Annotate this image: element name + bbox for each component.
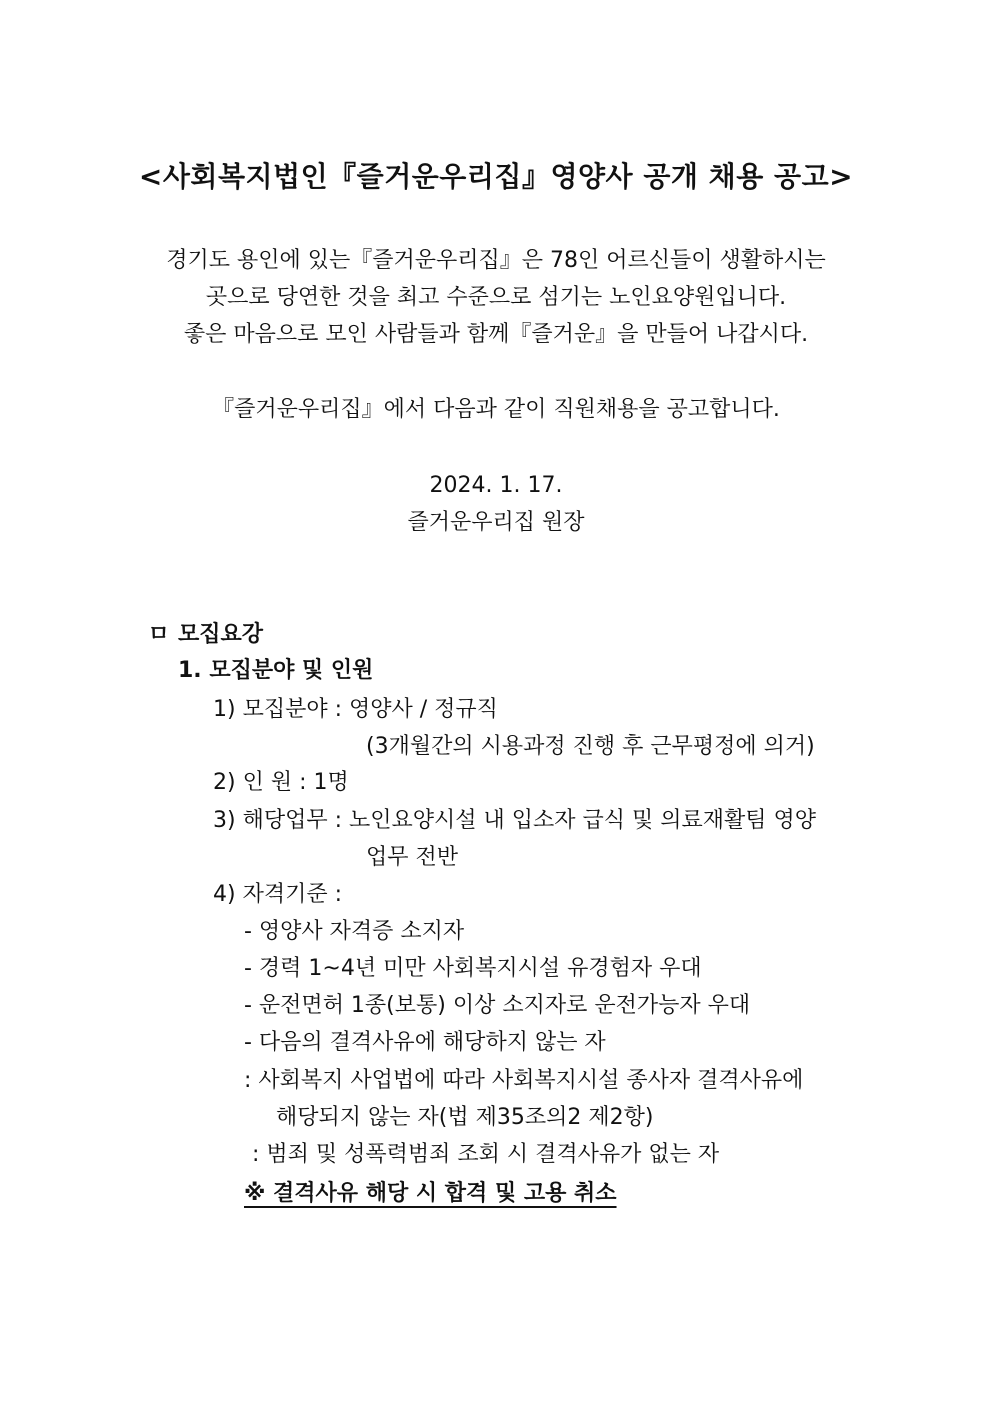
qualification-item: - 운전면허 1종(보통) 이상 소지자로 운전가능자 우대 [244,993,751,1018]
announcement-date: 2024. 1. 17. [429,473,563,498]
intro-line-1: 경기도 용인에 있는『즐거운우리집』은 78인 어르신들이 생활하시는 [166,248,826,273]
subsection-title: 1. 모집분야 및 인원 [178,658,374,683]
item-headcount: 2) 인 원 : 1명 [213,770,349,795]
item-duty-continued: 업무 전반 [366,845,459,870]
qualification-item: - 경력 1~4년 미만 사회복지시설 유경험자 우대 [244,956,702,981]
disqualification-item-1-continued: 해당되지 않는 자(법 제35조의2 제2항) [276,1105,654,1130]
qualification-item: - 영양사 자격증 소지자 [244,919,465,944]
issuer-name: 즐거운우리집 원장 [407,510,585,535]
qualification-item: - 다음의 결격사유에 해당하지 않는 자 [244,1030,606,1055]
announcement-text: 『즐거운우리집』에서 다음과 같이 직원채용을 공고합니다. [212,397,780,422]
item-recruit-field: 1) 모집분야 : 영양사 / 정규직 [213,697,498,722]
disqualification-note: ※ 결격사유 해당 시 합격 및 고용 취소 [244,1181,617,1206]
intro-line-2: 곳으로 당연한 것을 최고 수준으로 섬기는 노인요양원입니다. [205,285,787,310]
intro-line-3: 좋은 마음으로 모인 사람들과 함께『즐거운』을 만들어 나갑시다. [183,322,809,347]
item-duty: 3) 해당업무 : 노인요양시설 내 입소자 급식 및 의료재활팀 영양 [213,808,816,833]
section-bullet: ㅁ [148,622,170,647]
disqualification-item-1: : 사회복지 사업법에 따라 사회복지시설 종사자 결격사유에 [244,1068,804,1093]
document-title: <사회복지법인『즐거운우리집』영양사 공개 채용 공고> [138,160,854,193]
section-title: 모집요강 [178,622,264,647]
item-qualification-label: 4) 자격기준 : [213,882,342,907]
item-recruit-field-note: (3개월간의 시용과정 진행 후 근무평정에 의거) [366,734,815,759]
disqualification-item-2: : 범죄 및 성폭력범죄 조회 시 결격사유가 없는 자 [252,1142,720,1167]
